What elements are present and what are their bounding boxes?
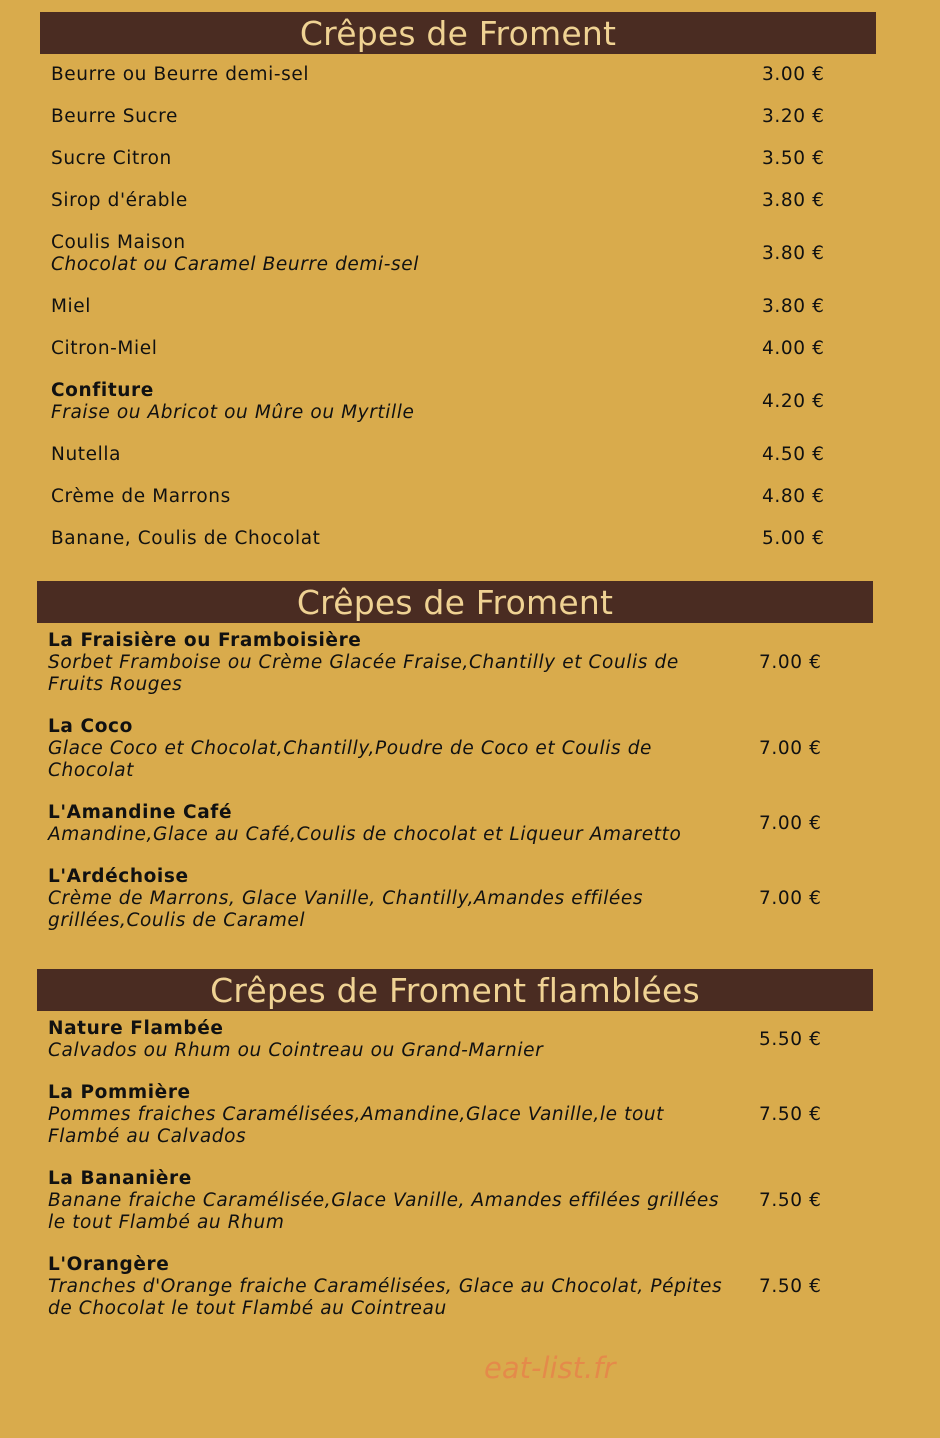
watermark: eat-list.fr <box>484 1351 616 1385</box>
item-name: Miel <box>51 296 92 317</box>
item-price: 7.50 € <box>759 1190 822 1211</box>
item-name: Sirop d'érable <box>51 190 188 211</box>
menu-item <box>40 286 876 328</box>
item-name: Beurre Sucre <box>51 106 178 127</box>
item-name: Nutella <box>51 444 122 465</box>
item-price: 3.50 € <box>762 148 825 169</box>
item-description: Sorbet Framboise ou Crème Glacée Fraise,Chantilly et Coulis de Fruits Rouges <box>48 652 679 695</box>
item-description: Chocolat ou Caramel Beurre demi-sel <box>51 254 420 275</box>
item-description: Calvados ou Rhum ou Cointreau ou Grand-Marnier <box>48 1040 544 1061</box>
item-price: 3.80 € <box>762 243 825 264</box>
item-price: 5.00 € <box>762 528 825 549</box>
item-price: 3.20 € <box>762 106 825 127</box>
item-price: 3.80 € <box>762 296 825 317</box>
item-name: Sucre Citron <box>51 148 172 169</box>
item-name: La Coco <box>48 716 133 737</box>
item-price: 4.20 € <box>762 391 825 412</box>
item-price: 4.00 € <box>762 338 825 359</box>
menu-item <box>40 138 876 180</box>
menu-item <box>40 222 876 286</box>
menu-item <box>37 866 873 932</box>
menu-item <box>37 802 873 846</box>
item-name: Nature Flambée <box>48 1018 224 1039</box>
item-price: 7.00 € <box>759 888 822 909</box>
item-name: La Pommière <box>48 1082 191 1103</box>
menu-item <box>40 476 876 518</box>
menu-section-specialty-crepes <box>37 581 873 952</box>
item-name: La Fraisière ou Framboisière <box>48 630 362 651</box>
item-description: Tranches d'Orange fraiche Caramélisées, Glace au Chocolat, Pépites de Chocolat le tout Flambé au Cointreau <box>48 1276 723 1319</box>
item-name: L'Amandine Café <box>48 802 233 823</box>
item-name: Beurre ou Beurre demi-sel <box>51 64 310 85</box>
section-title: Crêpes de Froment <box>37 581 873 623</box>
section-title: Crêpes de Froment <box>40 12 876 54</box>
item-name: La Bananière <box>48 1168 192 1189</box>
menu-item <box>40 180 876 222</box>
item-name: L'Orangère <box>48 1254 170 1275</box>
item-description: Amandine,Glace au Café,Coulis de chocolat et Liqueur Amaretto <box>48 824 682 845</box>
item-price: 5.50 € <box>759 1029 822 1050</box>
item-price: 7.50 € <box>759 1104 822 1125</box>
item-price: 7.00 € <box>759 738 822 759</box>
menu-item <box>40 96 876 138</box>
item-description: Pommes fraiches Caramélisées,Amandine,Glace Vanille,le tout Flambé au Calvados <box>48 1104 665 1147</box>
item-description: Fraise ou Abricot ou Mûre ou Myrtille <box>51 402 415 423</box>
menu-item <box>37 1254 873 1320</box>
item-name: Crème de Marrons <box>51 486 231 507</box>
item-name: Banane, Coulis de Chocolat <box>51 528 321 549</box>
item-name: Coulis Maison <box>51 232 186 253</box>
item-price: 7.00 € <box>759 652 822 673</box>
menu-item <box>37 716 873 782</box>
item-description: Glace Coco et Chocolat,Chantilly,Poudre de Coco et Coulis de Chocolat <box>48 738 653 781</box>
menu-section-flambe-crepes <box>37 969 873 1340</box>
item-price: 4.80 € <box>762 486 825 507</box>
section-title: Crêpes de Froment flamblées <box>37 969 873 1011</box>
item-name: Confiture <box>51 380 154 401</box>
menu-item <box>40 328 876 370</box>
menu-item <box>40 54 876 96</box>
item-price: 7.00 € <box>759 813 822 834</box>
menu-item <box>37 1168 873 1234</box>
menu-item <box>37 1018 873 1062</box>
item-price: 7.50 € <box>759 1276 822 1297</box>
item-price: 3.00 € <box>762 64 825 85</box>
item-name: L'Ardéchoise <box>48 866 189 887</box>
item-description: Banane fraiche Caramélisée,Glace Vanille, Amandes effilées grillées le tout Flambé au Rhum <box>48 1190 720 1233</box>
menu-item <box>37 630 873 696</box>
menu-item <box>40 518 876 560</box>
item-description: Crème de Marrons, Glace Vanille, Chantilly,Amandes effilées grillées,Coulis de Caramel <box>48 888 644 931</box>
menu-item <box>37 1082 873 1148</box>
item-price: 4.50 € <box>762 444 825 465</box>
menu-section-simple-crepes <box>40 12 876 560</box>
menu-item <box>40 370 876 434</box>
item-name: Citron-Miel <box>51 338 158 359</box>
item-price: 3.80 € <box>762 190 825 211</box>
menu-item <box>40 434 876 476</box>
